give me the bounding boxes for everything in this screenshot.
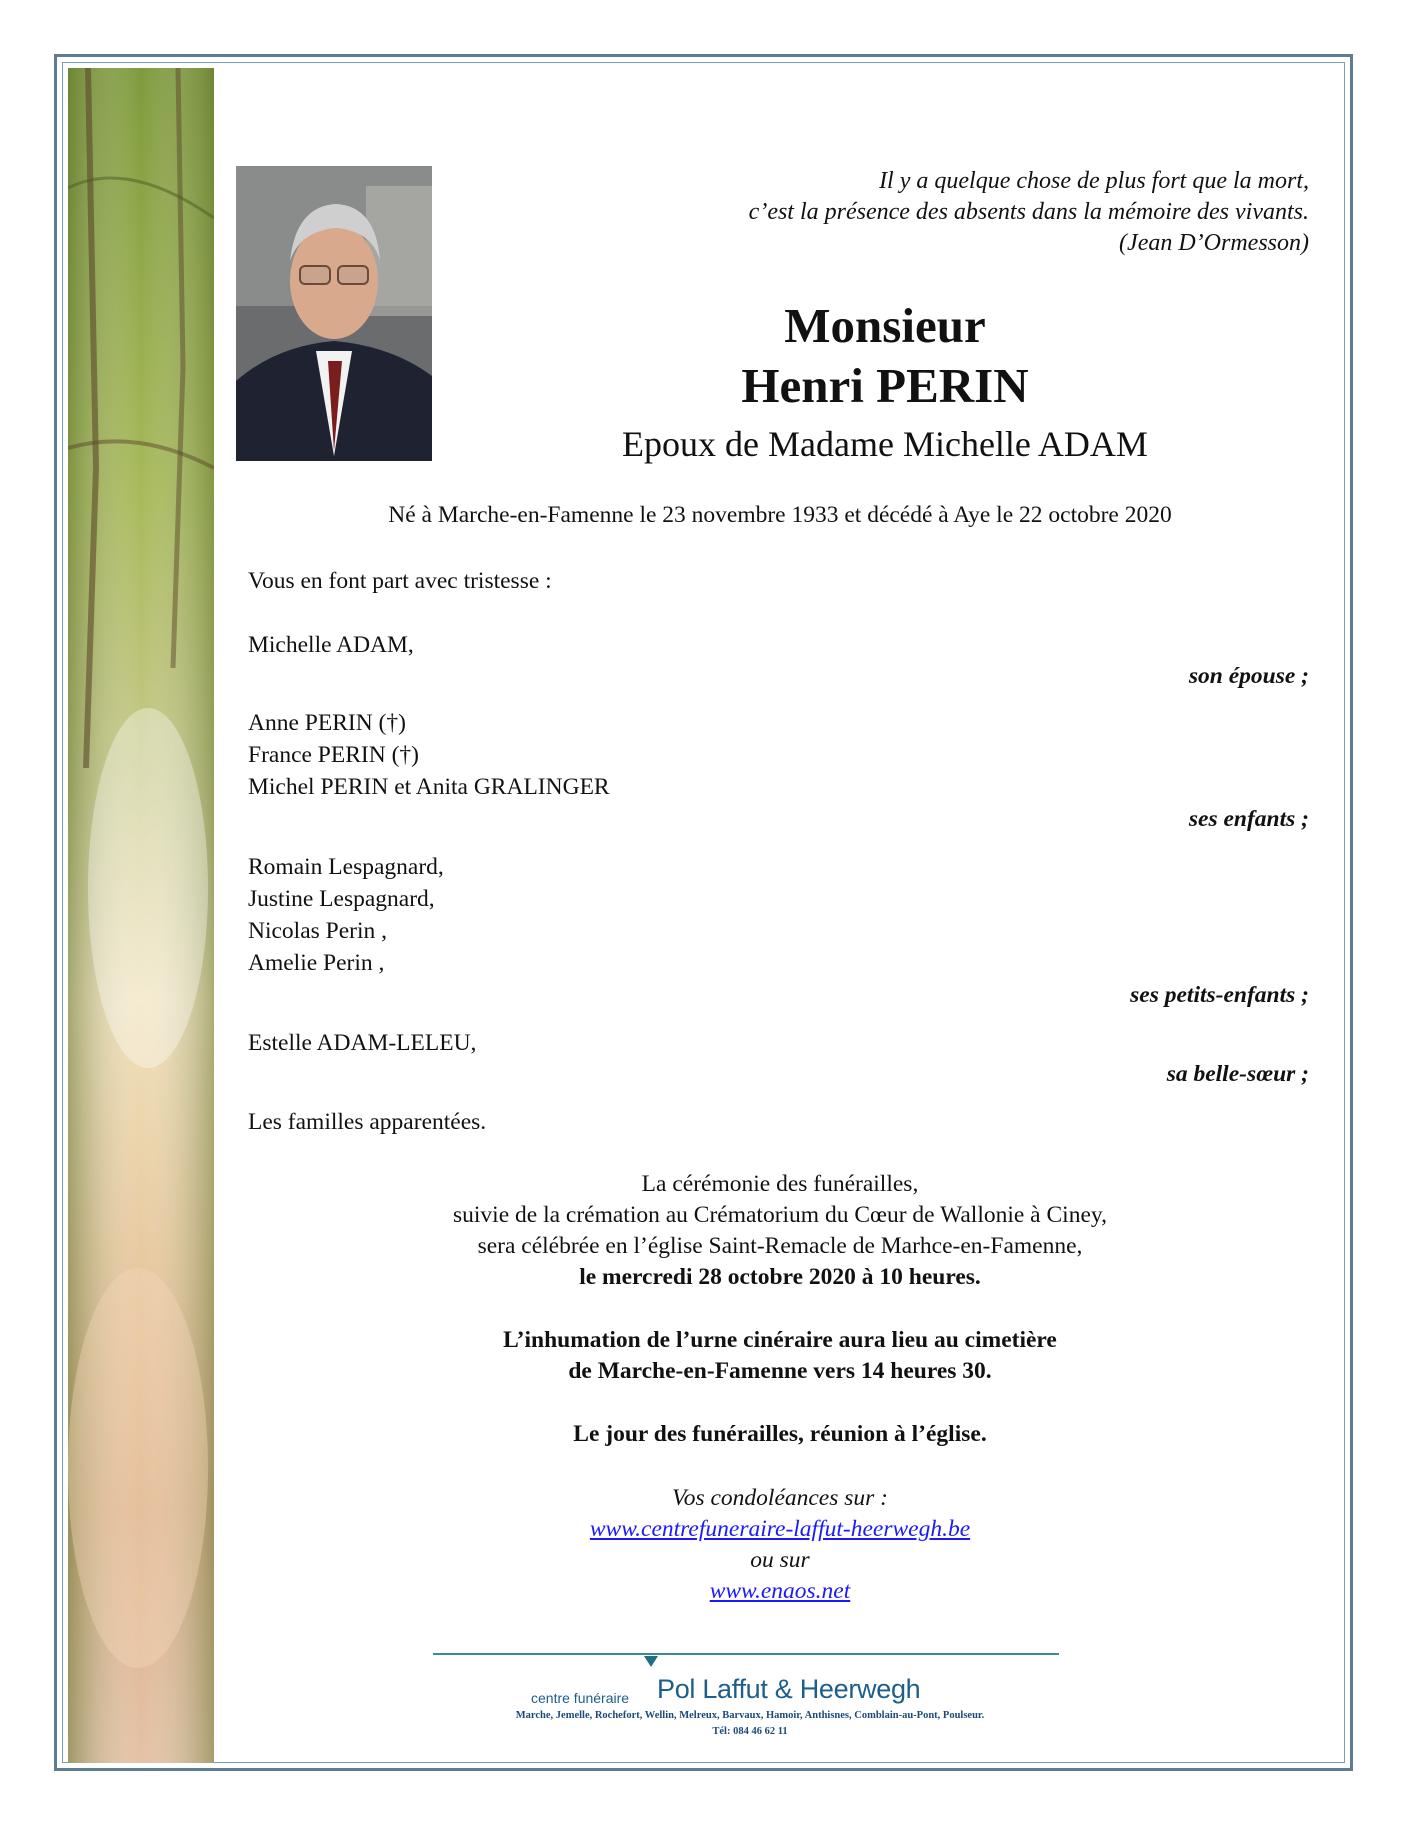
burial-line-2: de Marche-en-Famenne vers 14 heures 30. xyxy=(568,1358,992,1384)
grandchild-1: Romain Lespagnard, xyxy=(248,854,444,880)
grandchild-2: Justine Lespagnard, xyxy=(248,886,435,912)
condolences-link-1[interactable]: www.centrefuneraire-laffut-heerwegh.be xyxy=(589,1516,971,1542)
deceased-name: Henri PERIN xyxy=(741,358,1029,413)
grandchild-4: Amelie Perin , xyxy=(248,950,385,976)
grandchildren-role: ses petits-enfants ; xyxy=(1130,982,1309,1008)
logo-subtitle: centre funéraire xyxy=(531,1690,630,1706)
condolences-link-2[interactable]: www.enaos.net xyxy=(709,1578,851,1604)
condolences-label: Vos condoléances sur : xyxy=(671,1485,889,1511)
quote-block xyxy=(509,166,1309,259)
spouse-name: Michelle ADAM, xyxy=(248,632,414,658)
quote-line-1: Il y a quelque chose de plus fort que la mort, xyxy=(879,168,1309,194)
spouse-line: Epoux de Madame Michelle ADAM xyxy=(622,424,1148,464)
footer-divider xyxy=(433,1653,1059,1655)
child-2: France PERIN (†) xyxy=(248,742,419,768)
meeting-line: Le jour des funérailles, réunion à l’église. xyxy=(573,1421,987,1447)
quote-author: (Jean D’Ormesson) xyxy=(1119,230,1309,256)
logo-phone: Tél: 084 46 62 11 xyxy=(712,1726,788,1737)
ceremony-line-2: suivie de la crémation au Crématorium du Cœur de Wallonie à Ciney, xyxy=(453,1202,1107,1228)
logo-towns: Marche, Jemelle, Rochefort, Wellin, Melreux, Barvaux, Hamoir, Anthisnes, Comblain-au-Pont, Poulseur. xyxy=(515,1710,985,1721)
child-1: Anne PERIN (†) xyxy=(248,710,406,736)
portrait-photo xyxy=(236,166,432,461)
logo-brand: Pol Laffut & Heerwegh xyxy=(657,1674,921,1704)
sister-in-law-name: Estelle ADAM-LELEU, xyxy=(248,1030,477,1056)
announce-line: Vous en font part avec tristesse : xyxy=(248,568,552,594)
related-families: Les familles apparentées. xyxy=(248,1109,487,1135)
child-3: Michel PERIN et Anita GRALINGER xyxy=(248,774,610,800)
spouse-role: son épouse ; xyxy=(1188,663,1309,689)
logo-triangle-icon xyxy=(644,1656,658,1667)
birth-death-line: Né à Marche-en-Famenne le 23 novembre 1933 et décédé à Aye le 22 octobre 2020 xyxy=(388,502,1172,528)
honorific-title: Monsieur xyxy=(784,298,986,353)
quote-line-2: c’est la présence des absents dans la mémoire des vivants. xyxy=(748,199,1309,225)
ceremony-line-3: sera célébrée en l’église Saint-Remacle de Marhce-en-Famenne, xyxy=(477,1233,1083,1259)
burial-line-1: L’inhumation de l’urne cinéraire aura lieu au cimetière xyxy=(503,1327,1057,1353)
ceremony-line-1: La cérémonie des funérailles, xyxy=(641,1171,919,1197)
sister-in-law-role: sa belle-sœur ; xyxy=(1166,1061,1309,1087)
grandchild-3: Nicolas Perin , xyxy=(248,918,388,944)
ceremony-date: le mercredi 28 octobre 2020 à 10 heures. xyxy=(579,1264,981,1290)
condolences-or: ou sur xyxy=(750,1547,810,1573)
forest-path-image xyxy=(68,68,214,1763)
children-role: ses enfants ; xyxy=(1188,806,1309,832)
